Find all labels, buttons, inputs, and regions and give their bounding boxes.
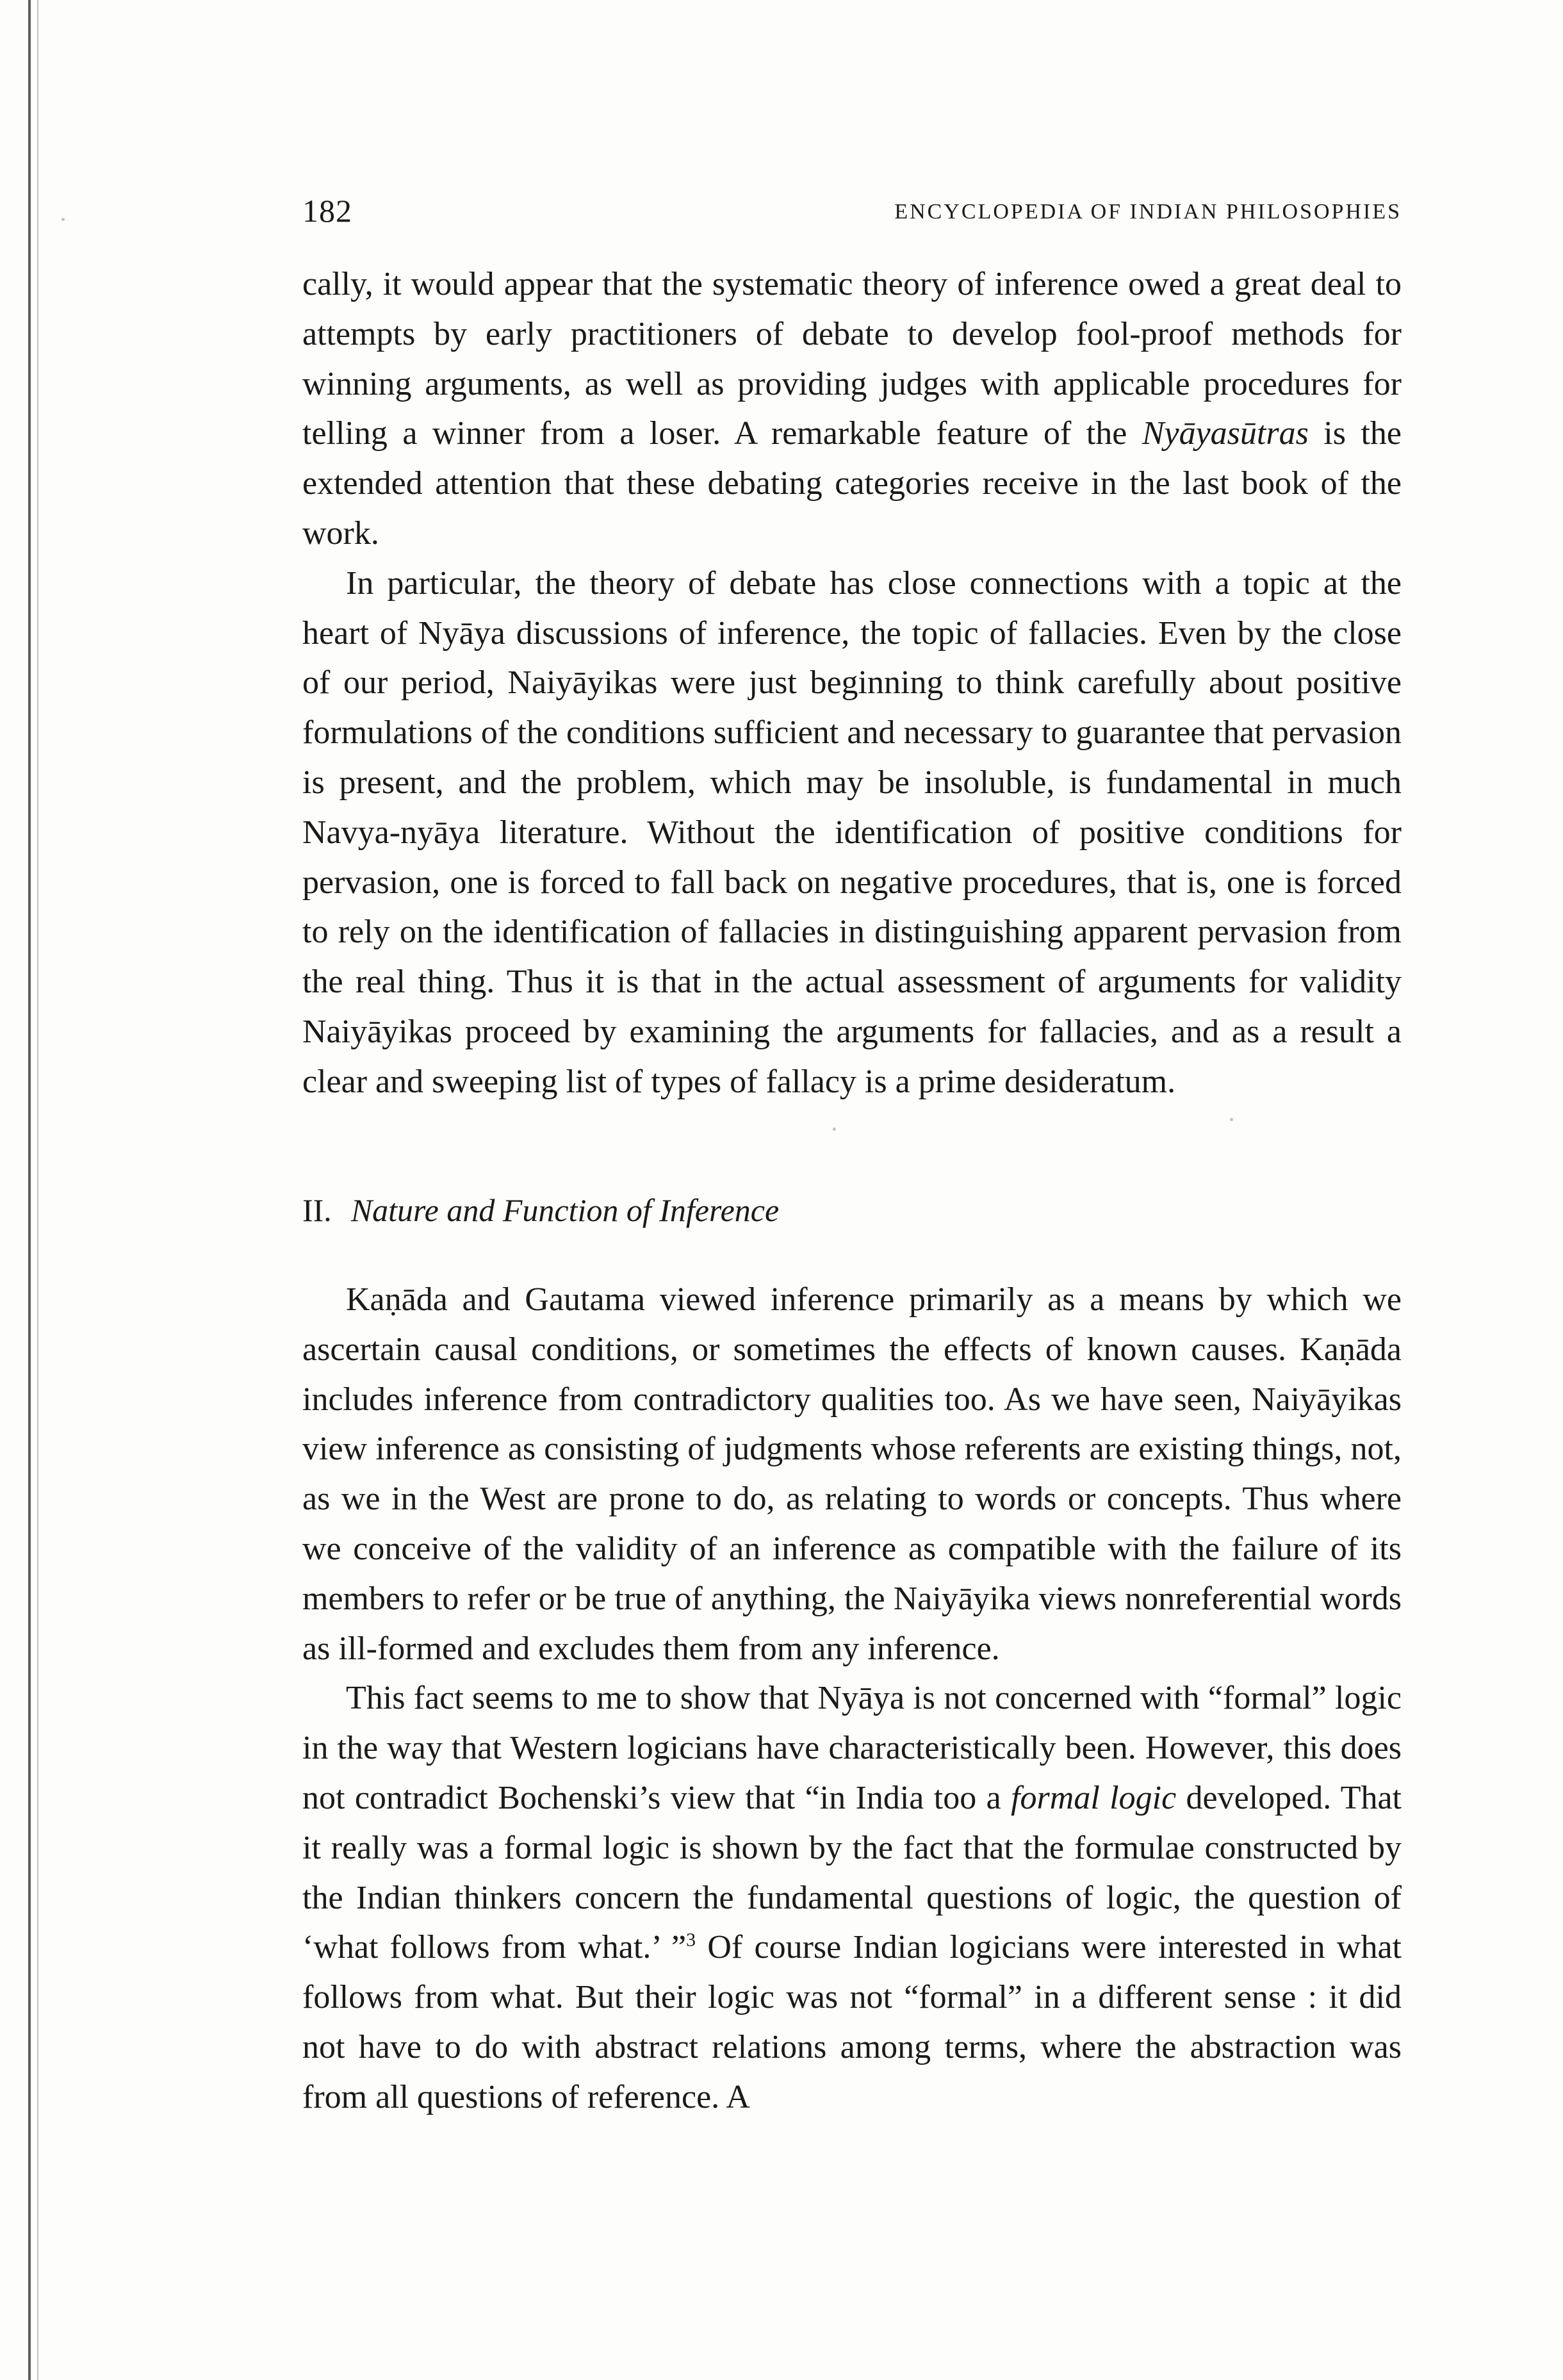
text-block-upper (302, 259, 1402, 1107)
paragraph-4-text-end: Of course Indian logicians were interested in what follows from what. But their logic was not “formal” in a different sense : it did not have to do with abstract relations among terms, where the abstraction was from all questions of reference. A (302, 1929, 1402, 2115)
footnote-reference: 3 (686, 1930, 696, 1951)
paragraph-1-text: cally, it would appear that the systematic theory of inference owed a great deal to attempts by early practitioners of debate to develop fool-proof methods for winning arguments, as well as providing judges with applicable procedures for telling a winner from a loser. A remarkable feature of the (302, 266, 1402, 452)
paragraph-4-text-middle: developed. That it really was a formal logic is shown by the fact that the formulae constructed by the Indian thinkers concern the fundamental questions of logic, the question of ‘what follows from what.’ ” (302, 1779, 1402, 1966)
page-number: 182 (302, 193, 352, 229)
paragraph-4 (302, 1673, 1402, 2122)
nyayasutras-italic: Nyāyasūtras (1142, 415, 1309, 452)
scan-speck (833, 1128, 836, 1131)
paragraph-2: In particular, the theory of debate has close connections with a topic at the heart of Nyāya discussions of inference, the topic of fallacies. Even by the close of our period, Naiyāyikas were just beginning to think carefully about positive formulations of the conditions sufficient and necessary to guarantee that pervasion is present, and the problem, which may be insoluble, is fundamental in much Navya-nyāya literature. Without the identification of positive conditions for pervasion, one is forced to fall back on negative procedures, that is, one is forced to rely on the identification of fallacies in distinguishing apparent pervasion from the real thing. Thus it is that in the actual assessment of arguments for validity Naiyāyikas proceed by examining the arguments for fallacies, and as a result a clear and sweeping list of types of fallacy is a prime desideratum. (302, 564, 1402, 1100)
running-head-title: ENCYCLOPEDIA OF INDIAN PHILOSOPHIES (894, 200, 1402, 224)
running-head (302, 192, 1402, 237)
paragraph-1 (302, 259, 1402, 559)
binding-edge-shadow (37, 0, 38, 2380)
binding-edge (28, 0, 31, 2380)
paragraph-3: Kaṇāda and Gautama viewed inference primarily as a means by which we ascertain causal conditions, or sometimes the effects of known causes. Kaṇāda includes inference from contradictory qualities too. As we have seen, Naiyāyikas view inference as consisting of judgments whose referents are existing things, not, as we in the West are prone to do, as relating to words or concepts. Thus where we conceive of the validity of an inference as compatible with the failure of its members to refer or be true of anything, the Naiyāyika views nonreferential words as ill-formed and excludes them from any inference. (302, 1281, 1402, 1667)
text-block-lower (302, 1275, 1402, 2122)
formal-logic-italic: formal logic (1011, 1779, 1177, 1816)
section-numeral: II. (302, 1192, 332, 1228)
paragraph-1-text-end: is the extended attention that these debating categories receive in the last book of the work. (302, 415, 1402, 552)
scan-speck (1230, 1118, 1233, 1121)
section-heading (302, 1192, 779, 1229)
paragraph-4-text: This fact seems to me to show that Nyāya is not concerned with “formal” logic in the way that Western logicians have characteristically been. However, this does not contradict Bochenski’s view that “in India too a (302, 1680, 1402, 1816)
section-title: Nature and Function of Inference (350, 1192, 780, 1228)
scan-speck (61, 218, 65, 221)
